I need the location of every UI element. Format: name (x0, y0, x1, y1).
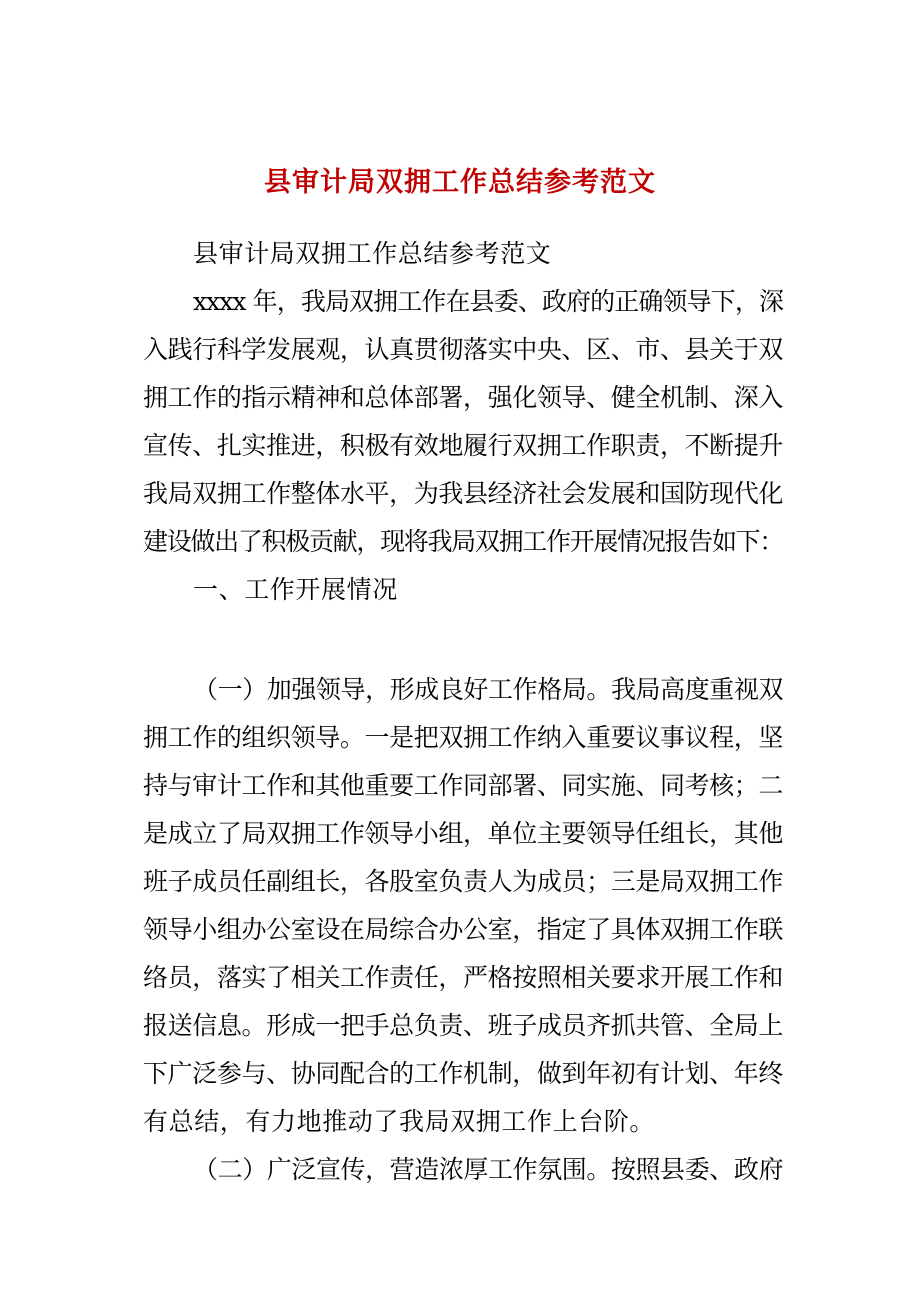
paragraph-2-line: 是成立了局双拥工作领导小组，单位主要领导任组长，其他 (143, 819, 783, 848)
paragraph-3-line: （二）广泛宣传，营造浓厚工作氛围。按照县委、政府 (193, 1155, 783, 1184)
section-heading: 一、工作开展情况 (193, 575, 398, 604)
paragraph-2-line: 下广泛参与、协同配合的工作机制，做到年初有计划、年终 (143, 1059, 783, 1088)
paragraph-1-line: 建设做出了积极贡献，现将我局双拥工作开展情况报告如下： (143, 527, 783, 556)
paragraph-1-line: xxxx 年，我局双拥工作在县委、政府的正确领导下，深 (193, 287, 783, 316)
paragraph-2-line: 班子成员任副组长，各股室负责人为成员；三是局双拥工作 (143, 867, 783, 896)
paragraph-1-line: 宣传、扎实推进，积极有效地履行双拥工作职责，不断提升 (143, 431, 783, 460)
paragraph-2-line: 持与审计工作和其他重要工作同部署、同实施、同考核；二 (143, 771, 783, 800)
subtitle-line: 县审计局双拥工作总结参考范文 (193, 239, 552, 268)
paragraph-2-line: （一）加强领导，形成良好工作格局。我局高度重视双 (193, 675, 783, 704)
paragraph-1-line: 入践行科学发展观，认真贯彻落实中央、区、市、县关于双 (143, 335, 783, 364)
document-title: 县审计局双拥工作总结参考范文 (264, 167, 656, 198)
document-body-continued (143, 666, 783, 1194)
paragraph-1-line: 我局双拥工作整体水平，为我县经济社会发展和国防现代化 (143, 479, 783, 508)
paragraph-2-line: 报送信息。形成一把手总负责、班子成员齐抓共管、全局上 (143, 1011, 783, 1040)
paragraph-2-line: 拥工作的组织领导。一是把双拥工作纳入重要议事议程，坚 (143, 723, 783, 752)
paragraph-2-line: 有总结，有力地推动了我局双拥工作上台阶。 (143, 1107, 656, 1136)
paragraph-2-line: 领导小组办公室设在局综合办公室，指定了具体双拥工作联 (143, 915, 783, 944)
paragraph-2-line: 络员，落实了相关工作责任，严格按照相关要求开展工作和 (143, 963, 783, 992)
paragraph-1-line: 拥工作的指示精神和总体部署，强化领导、健全机制、深入 (143, 383, 783, 412)
document-body (143, 230, 783, 614)
